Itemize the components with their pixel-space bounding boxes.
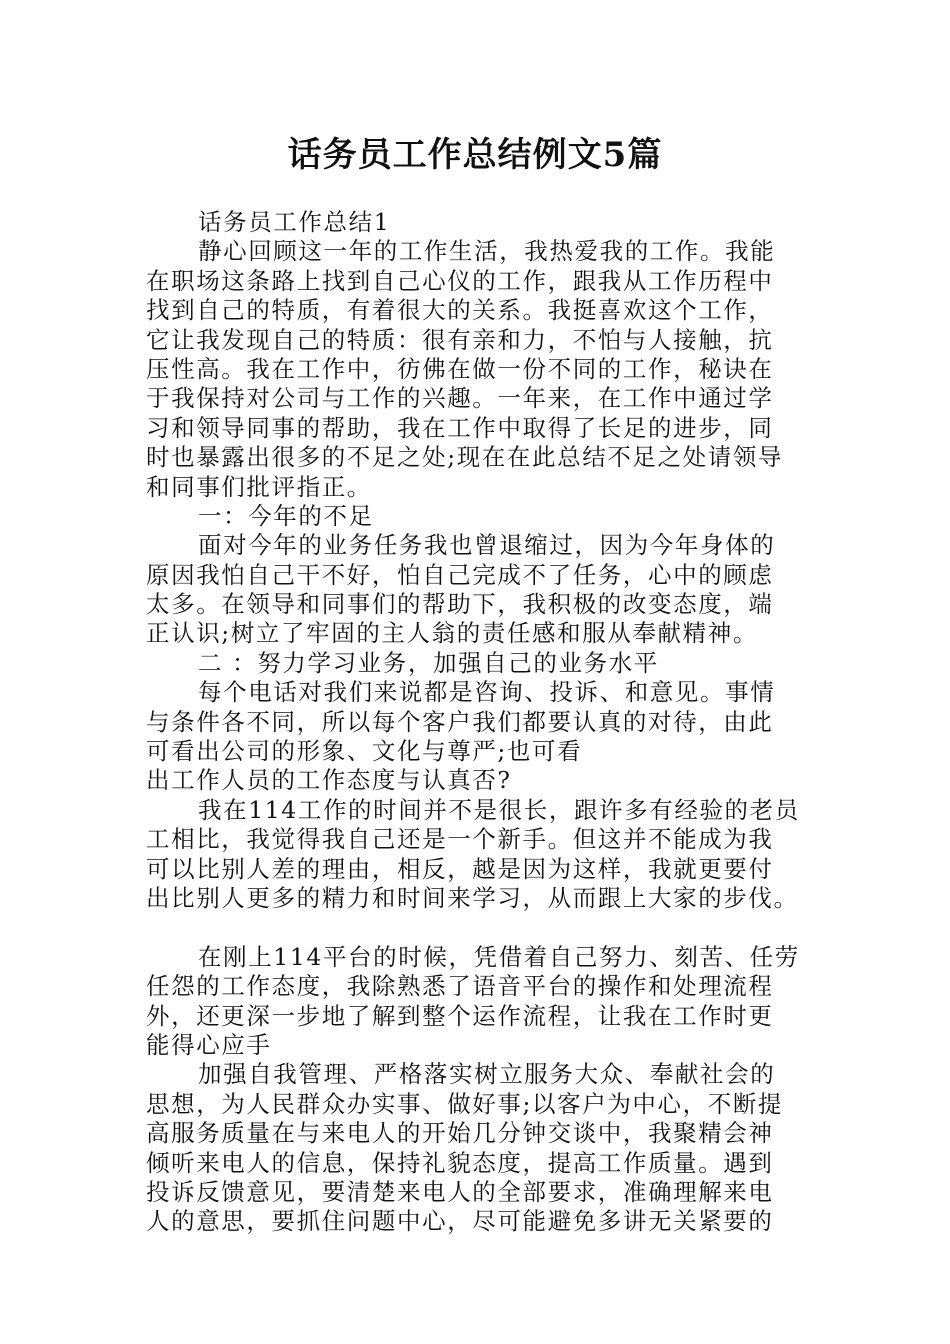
- paragraph-line: 高服务质量在与来电人的开始几分钟交谈中，我聚精会神: [146, 1119, 774, 1148]
- paragraph-line: 于我保持对公司与工作的兴趣。一年来，在工作中通过学: [146, 384, 774, 413]
- paragraph-line: 它让我发现自己的特质：很有亲和力，不怕与人接触，抗: [146, 325, 774, 354]
- paragraph-first-line: 一：今年的不足: [198, 501, 374, 530]
- paragraph-first-line: 在刚上114平台的时候，凭借着自己努力、刻苦、任劳: [198, 942, 800, 971]
- paragraph-line: 任怨的工作态度，我除熟悉了语音平台的操作和处理流程: [146, 972, 774, 1001]
- paragraph-first-line: 每个电话对我们来说都是咨询、投诉、和意见。事情: [198, 678, 776, 707]
- paragraph-line: 工相比，我觉得我自己还是一个新手。但这并不能成为我: [146, 825, 774, 854]
- paragraph-line: 思想，为人民群众办实事、做好事;以客户为中心，不断提: [146, 1089, 784, 1118]
- paragraph-line: 可看出公司的形象、文化与尊严;也可看: [146, 737, 583, 766]
- paragraph-line: 可以比别人差的理由，相反，越是因为这样，我就更要付: [146, 854, 774, 883]
- paragraph-line: 找到自己的特质，有着很大的关系。我挺喜欢这个工作，: [146, 296, 774, 325]
- blank-line: [146, 913, 806, 942]
- paragraph-line: 倾听来电人的信息，保持礼貌态度，提高工作质量。遇到: [146, 1148, 774, 1177]
- paragraph-line: 出工作人员的工作态度与认真否?: [146, 766, 512, 795]
- paragraph-line: 出比别人更多的精力和时间来学习，从而跟上大家的步伐。: [146, 883, 799, 912]
- paragraph-line: 外，还更深一步地了解到整个运作流程，让我在工作时更: [146, 1001, 774, 1030]
- document-body: [146, 208, 806, 1237]
- paragraph-first-line: 话务员工作总结1: [198, 208, 391, 236]
- paragraph-line: 与条件各不同，所以每个客户我们都要认真的对待，由此: [146, 707, 774, 736]
- paragraph-first-line: 二 ：努力学习业务，加强自己的业务水平: [198, 648, 659, 677]
- paragraph-line: 人的意思，要抓住问题中心，尽可能避免多讲无关紧要的: [146, 1207, 774, 1236]
- paragraph-line: 在职场这条路上找到自己心仪的工作，跟我从工作历程中: [146, 266, 774, 295]
- paragraph-first-line: 面对今年的业务任务我也曾退缩过，因为今年身体的: [198, 531, 776, 560]
- paragraph-line: 正认识;树立了牢固的主人翁的责任感和服从奉献精神。: [146, 619, 758, 648]
- paragraph-line: 太多。在领导和同事们的帮助下，我积极的改变态度，端: [146, 590, 774, 619]
- paragraph-line: 投诉反馈意见，要清楚来电人的全部要求，准确理解来电: [146, 1177, 774, 1206]
- paragraph-first-line: 静心回顾这一年的工作生活，我热爱我的工作。我能: [198, 237, 776, 266]
- paragraph-line: 原因我怕自己干不好，怕自己完成不了任务，心中的顾虑: [146, 560, 774, 589]
- paragraph-line: 能得心应手: [146, 1030, 272, 1059]
- paragraph-line: 和同事们批评指正。: [146, 472, 372, 501]
- paragraph-line: 时也暴露出很多的不足之处;现在在此总结不足之处请领导: [146, 443, 784, 472]
- paragraph-first-line: 我在114工作的时间并不是很长，跟许多有经验的老员: [198, 795, 800, 824]
- paragraph-first-line: 加强自我管理、严格落实树立服务大众、奉献社会的: [198, 1060, 776, 1089]
- paragraph-line: 压性高。我在工作中，彷佛在做一份不同的工作，秘诀在: [146, 354, 774, 383]
- document-title: 话务员工作总结例文5篇: [287, 135, 663, 175]
- paragraph-line: 习和领导同事的帮助，我在工作中取得了长足的进步，同: [146, 413, 774, 442]
